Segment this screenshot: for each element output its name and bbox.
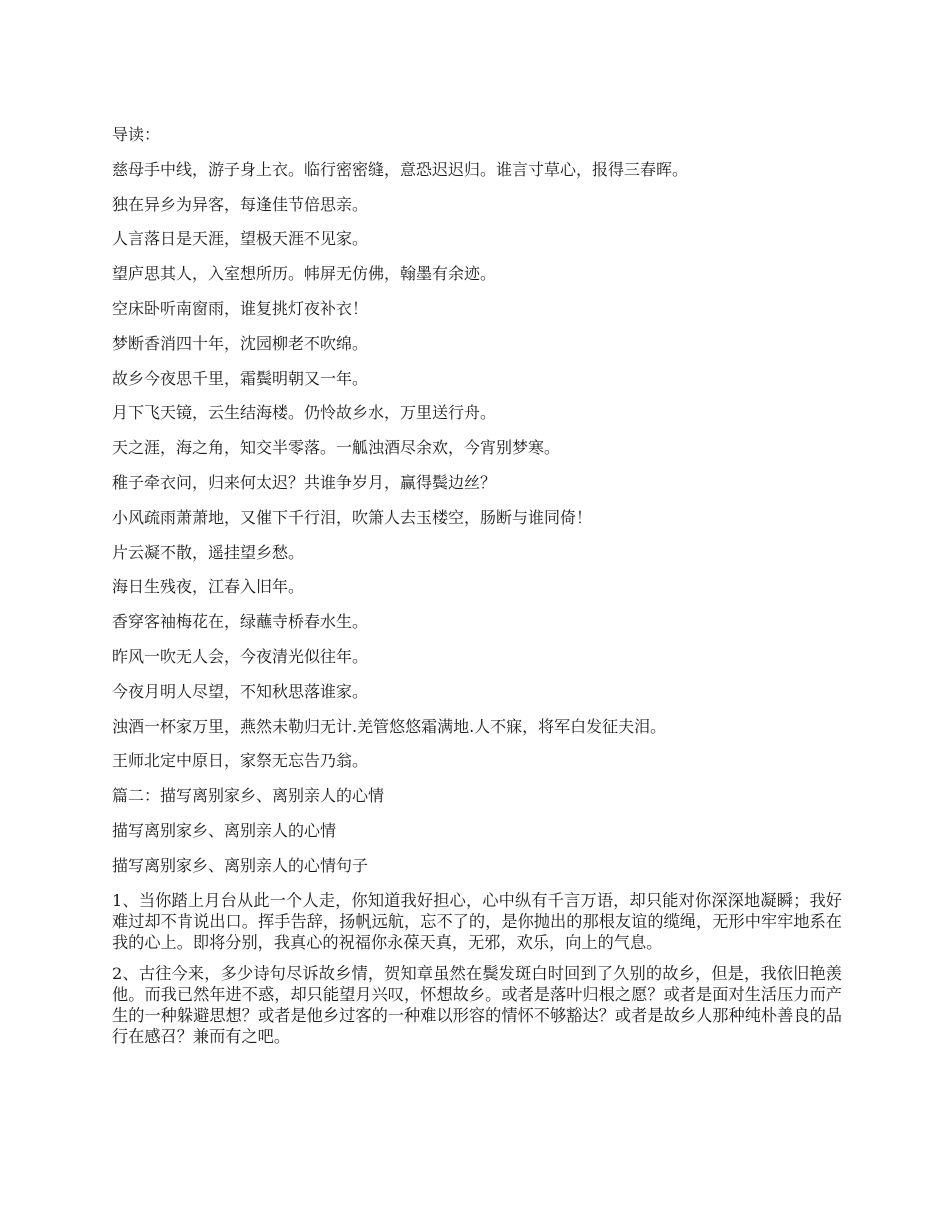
poem-line: 慈母手中线，游子身上衣。临行密密缝，意恐迟迟归。谁言寸草心，报得三春晖。 xyxy=(112,159,689,179)
poem-line: 梦断香消四十年，沈园柳老不吹绵。 xyxy=(112,333,369,353)
document-body xyxy=(112,124,842,1057)
poem-line: 独在异乡为异客，每逢佳节倍思亲。 xyxy=(112,194,369,214)
poem-line: 浊酒一杯家万里，燕然未勒归无计.羌管悠悠霜满地.人不寐，将军白发征夫泪。 xyxy=(112,716,667,736)
poem-line: 今夜月明人尽望，不知秋思落谁家。 xyxy=(112,681,369,701)
body-paragraph: 1、当你踏上月台从此一个人走，你知道我好担心，心中纵有千言万语，却只能对你深深地凝瞬；我好难过却不肯说出口。挥手告辞，扬帆远航，忘不了的，是你抛出的那根友谊的缆绳，无形中牢牢地系在我的心上。即将分别，我真心的祝福你永葆天真，无邪，欢乐，向上的气息。 xyxy=(112,890,842,952)
poem-line: 小风疏雨萧萧地，又催下千行泪，吹箫人去玉楼空，肠断与谁同倚！ xyxy=(112,507,593,527)
body-paragraph: 2、古往今来，多少诗句尽诉故乡情，贺知章虽然在鬓发斑白时回到了久别的故乡，但是，我依旧艳羡他。而我已然年进不惑，却只能望月兴叹，怀想故乡。或者是落叶归根之愿？或者是面对生活压力而产生的一种躲避思想？或者是他乡过客的一种难以形容的情怀不够豁达？或者是故乡人那种纯朴善良的品行在感召？兼而有之吧。 xyxy=(112,963,842,1046)
poem-line: 海日生残夜，江春入旧年。 xyxy=(112,577,305,597)
poem-line: 望庐思其人，入室想所历。帏屏无仿佛，翰墨有余迹。 xyxy=(112,264,497,284)
section-heading: 篇二：描写离别家乡、离别亲人的心情 xyxy=(112,786,385,806)
poem-line: 片云凝不散，遥挂望乡愁。 xyxy=(112,542,305,562)
poem-line: 昨风一吹无人会，今夜清光似往年。 xyxy=(112,646,369,666)
poem-line: 天之涯，海之角，知交半零落。一觚浊酒尽余欢，今宵别梦寒。 xyxy=(112,438,561,458)
poem-line: 月下飞天镜，云生结海楼。仍怜故乡水，万里送行舟。 xyxy=(112,403,497,423)
section-subtitle: 描写离别家乡、离别亲人的心情句子 xyxy=(112,855,369,875)
poem-line: 稚子牵衣问，归来何太迟？共谁争岁月，赢得鬓边丝？ xyxy=(112,472,497,492)
poem-line: 故乡今夜思千里，霜鬓明朝又一年。 xyxy=(112,368,369,388)
poem-line: 王师北定中原日，家祭无忘告乃翁。 xyxy=(112,751,369,771)
section-subtitle: 描写离别家乡、离别亲人的心情 xyxy=(112,820,337,840)
intro-heading: 导读： xyxy=(112,125,161,144)
poem-line: 空床卧听南窗雨，谁复挑灯夜补衣！ xyxy=(112,298,369,318)
poem-line: 香穿客袖梅花在，绿蘸寺桥春水生。 xyxy=(112,612,369,632)
poem-line: 人言落日是天涯，望极天涯不见家。 xyxy=(112,229,369,249)
